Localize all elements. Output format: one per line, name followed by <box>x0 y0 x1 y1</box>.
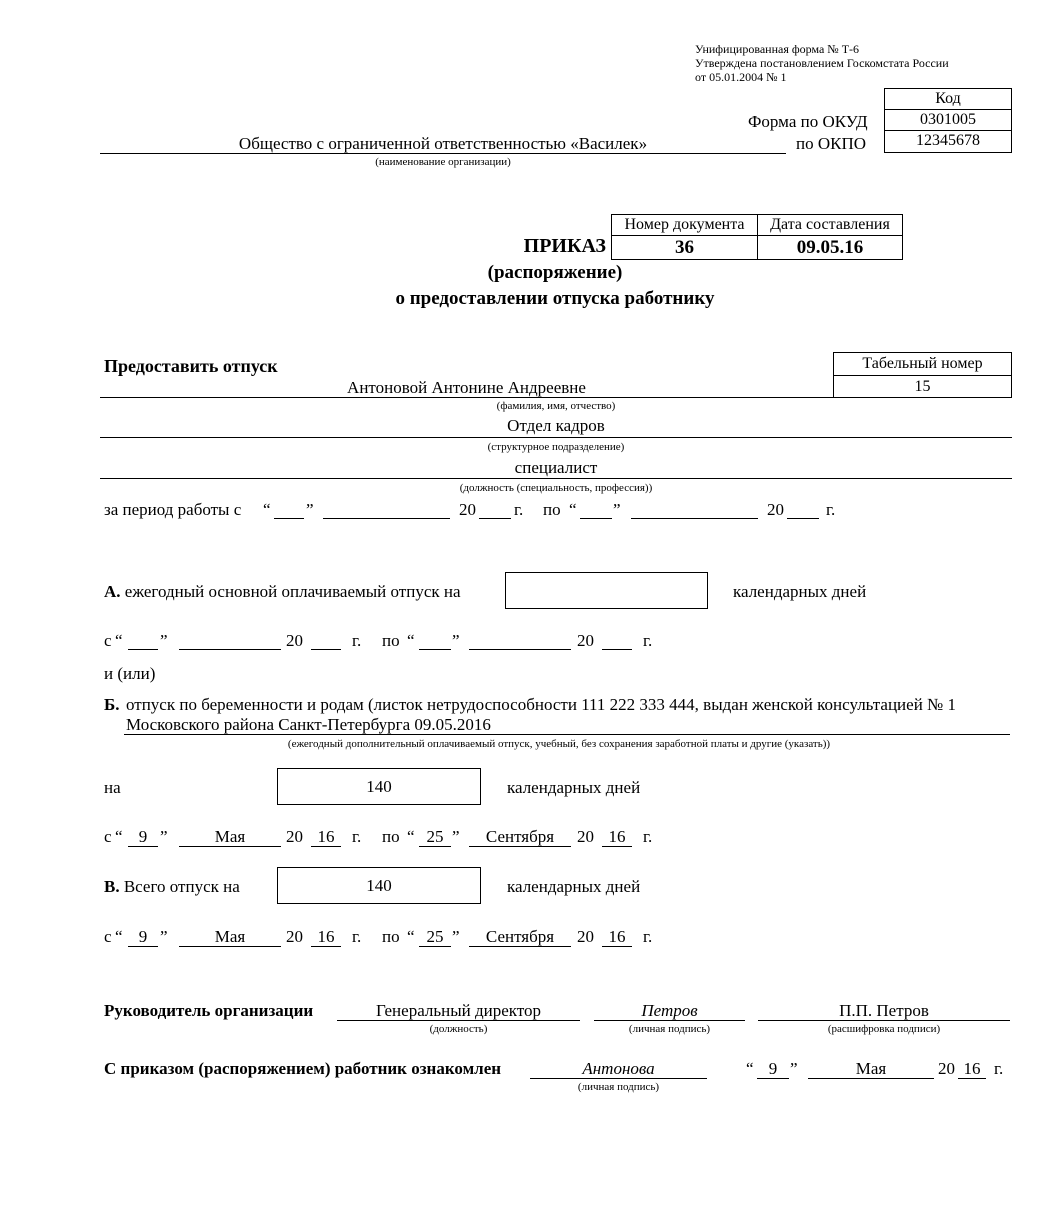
ack-sign-caption: (личная подпись) <box>577 1081 660 1093</box>
form-reference <box>695 42 949 84</box>
ack-day-line <box>757 1078 789 1079</box>
okpo-label: по ОКПО <box>796 134 867 153</box>
section-a-to-day-line <box>419 649 451 650</box>
section-v-g-2: г. <box>643 927 653 946</box>
section-a-days-label: календарных дней <box>733 582 867 601</box>
section-v-letter: В. <box>104 877 120 896</box>
section-v-q-close-2: ” <box>452 927 460 946</box>
section-v-from-day-line <box>128 946 158 947</box>
ack-q-close: ” <box>790 1059 798 1078</box>
period-to-month-line <box>631 518 758 519</box>
head-decoded: П.П. Петров <box>839 1001 929 1020</box>
section-b-from-month: Мая <box>214 827 246 846</box>
head-sign-caption: (личная подпись) <box>628 1023 711 1035</box>
section-b-to-day: 25 <box>426 827 444 846</box>
position-line <box>100 478 1012 479</box>
section-v-days: 140 <box>277 867 481 904</box>
section-b-po: по <box>382 827 400 846</box>
period-from-year-line <box>479 518 511 519</box>
section-b-g-2: г. <box>643 827 653 846</box>
section-v-to-day: 25 <box>426 927 444 946</box>
head-position: Генеральный директор <box>375 1001 542 1020</box>
section-v-days-label: календарных дней <box>507 877 641 896</box>
section-b-to-year-line <box>602 846 632 847</box>
department: Отдел кадров <box>507 416 605 435</box>
head-sign-line <box>594 1020 745 1021</box>
head-position-line <box>337 1020 580 1021</box>
section-a-g-2: г. <box>643 631 653 650</box>
section-b-year-prefix-2: 20 <box>577 827 594 846</box>
period-year-prefix-1: 20 <box>459 500 476 519</box>
and-or: и (или) <box>104 664 156 683</box>
form-line-2: Утверждена постановлением Госкомстата России <box>695 56 949 70</box>
period-from-day-line <box>274 518 304 519</box>
period-to-year-line <box>787 518 819 519</box>
section-b-q-open-1: “ <box>115 827 123 846</box>
section-v-q-open-1: “ <box>115 927 123 946</box>
period-q-close-1: ” <box>306 500 314 519</box>
form-line-3: от 05.01.2004 № 1 <box>695 70 787 84</box>
section-v-q-open-2: “ <box>407 927 415 946</box>
section-v-from-year: 16 <box>317 927 335 946</box>
section-b-to-day-line <box>419 846 451 847</box>
period-q-close-2: ” <box>613 500 621 519</box>
section-b-line <box>124 734 1010 735</box>
ack-month: Мая <box>855 1059 887 1078</box>
section-v-g-1: г. <box>352 927 362 946</box>
organization-name: Общество с ограниченной ответственностью «Василек» <box>238 134 648 153</box>
section-v-to-month-line <box>469 946 571 947</box>
okpo-value: 12345678 <box>884 130 1012 153</box>
section-v-po: по <box>382 927 400 946</box>
section-b-c: с <box>104 827 112 846</box>
section-a-letter: А. <box>104 582 121 601</box>
tab-number: 15 <box>833 375 1012 398</box>
section-b-q-close-1: ” <box>160 827 168 846</box>
section-v-to-year: 16 <box>608 927 626 946</box>
section-b-letter: Б. <box>104 695 120 714</box>
ack-sign: Антонова <box>582 1059 655 1078</box>
doc-date: 09.05.16 <box>757 235 903 260</box>
section-v-year-prefix-2: 20 <box>577 927 594 946</box>
head-decoded-line <box>758 1020 1010 1021</box>
okud-label: Форма по ОКУД <box>748 112 868 131</box>
section-a-po: по <box>382 631 400 650</box>
position-caption: (должность (специальность, профессия)) <box>459 482 653 494</box>
section-a-from-month-line <box>179 649 281 650</box>
okud-value: 0301005 <box>884 109 1012 131</box>
section-v-from-year-line <box>311 946 341 947</box>
period-po: по <box>543 500 561 519</box>
title-subject: о предоставлении отпуска работнику <box>395 288 715 309</box>
section-a-days-box <box>505 572 708 609</box>
ack-g: г. <box>994 1059 1004 1078</box>
head-decoded-caption: (расшифровка подписи) <box>827 1023 941 1035</box>
section-b-days: 140 <box>277 768 481 805</box>
section-v-year-prefix-1: 20 <box>286 927 303 946</box>
section-b-from-month-line <box>179 846 281 847</box>
section-a-q-close-1: ” <box>160 631 168 650</box>
period-g-2: г. <box>826 500 836 519</box>
section-b-na: на <box>104 778 121 797</box>
title-order: ПРИКАЗ <box>523 235 606 257</box>
section-v-to-day-line <box>419 946 451 947</box>
section-v-from-month-line <box>179 946 281 947</box>
section-b-from-year: 16 <box>317 827 335 846</box>
period-from-month-line <box>323 518 450 519</box>
section-v-to-month: Сентября <box>485 927 555 946</box>
section-v-text: Всего отпуск на <box>123 877 240 896</box>
department-line <box>100 437 1012 438</box>
section-b-days-label: календарных дней <box>507 778 641 797</box>
section-b-to-month: Сентября <box>485 827 555 846</box>
section-b-line2: Московского района Санкт-Петербурга 09.05.2016 <box>126 715 491 734</box>
organization-line <box>100 153 786 154</box>
grant-label: Предоставить отпуск <box>104 356 278 376</box>
section-v-from-day: 9 <box>138 927 148 946</box>
title-disposition: (распоряжение) <box>487 262 623 283</box>
section-a-q-close-2: ” <box>452 631 460 650</box>
section-a <box>104 582 461 602</box>
section-a-q-open-1: “ <box>115 631 123 650</box>
section-b-line1: отпуск по беременности и родам (листок нетрудоспособности 111 222 333 444, выдан женской консультацией № 1 <box>126 695 957 714</box>
section-a-to-year-line <box>602 649 632 650</box>
section-b-to-year: 16 <box>608 827 626 846</box>
section-b-g-1: г. <box>352 827 362 846</box>
employee-name: Антоновой Антонине Андреевне <box>347 378 586 397</box>
period-to-day-line <box>580 518 612 519</box>
section-a-g-1: г. <box>352 631 362 650</box>
section-v <box>104 877 240 897</box>
code-header: Код <box>884 88 1012 110</box>
employee-name-caption: (фамилия, имя, отчество) <box>496 400 616 412</box>
ack-day: 9 <box>768 1059 778 1078</box>
ack-q-open: “ <box>746 1059 754 1078</box>
employee-name-line <box>100 397 833 398</box>
department-caption: (структурное подразделение) <box>487 441 625 453</box>
head-position-caption: (должность) <box>429 1023 488 1035</box>
period-q-open-2: “ <box>569 500 577 519</box>
section-b-q-close-2: ” <box>452 827 460 846</box>
section-v-to-year-line <box>602 946 632 947</box>
period-year-prefix-2: 20 <box>767 500 784 519</box>
position: специалист <box>514 458 598 477</box>
period-q-open-1: “ <box>263 500 271 519</box>
ack-year-line <box>958 1078 986 1079</box>
section-a-to-month-line <box>469 649 571 650</box>
ack-label: С приказом (распоряжением) работник ознакомлен <box>104 1059 502 1078</box>
section-b-letter-wrap <box>104 695 120 715</box>
section-b-year-prefix-1: 20 <box>286 827 303 846</box>
ack-year-prefix: 20 <box>938 1059 955 1078</box>
head-sign: Петров <box>641 1001 698 1020</box>
section-a-text: ежегодный основной оплачиваемый отпуск на <box>124 582 461 601</box>
ack-sign-line <box>530 1078 707 1079</box>
period-g-1: г. <box>514 500 524 519</box>
ack-month-line <box>808 1078 934 1079</box>
section-b-from-day: 9 <box>138 827 148 846</box>
section-a-q-open-2: “ <box>407 631 415 650</box>
section-a-year-prefix-1: 20 <box>286 631 303 650</box>
section-b-caption: (ежегодный дополнительный оплачиваемый отпуск, учебный, без сохранения заработной платы и другие (указать)) <box>287 738 831 750</box>
section-v-c: с <box>104 927 112 946</box>
period-prefix: за период работы с <box>104 500 242 519</box>
section-b-from-day-line <box>128 846 158 847</box>
section-a-from-day-line <box>128 649 158 650</box>
section-b-q-open-2: “ <box>407 827 415 846</box>
form-line-1: Унифицированная форма № Т-6 <box>695 42 860 56</box>
tab-number-label: Табельный номер <box>833 352 1012 376</box>
section-a-from-year-line <box>311 649 341 650</box>
section-v-q-close-1: ” <box>160 927 168 946</box>
section-b-to-month-line <box>469 846 571 847</box>
section-a-year-prefix-2: 20 <box>577 631 594 650</box>
ack-year: 16 <box>963 1059 981 1078</box>
doc-date-label: Дата составления <box>757 214 903 236</box>
head-label: Руководитель организации <box>104 1001 314 1020</box>
section-a-c: с <box>104 631 112 650</box>
section-b-from-year-line <box>311 846 341 847</box>
doc-number-label: Номер документа <box>611 214 758 236</box>
organization-caption: (наименование организации) <box>375 156 511 168</box>
section-v-from-month: Мая <box>214 927 246 946</box>
doc-number: 36 <box>611 235 758 260</box>
